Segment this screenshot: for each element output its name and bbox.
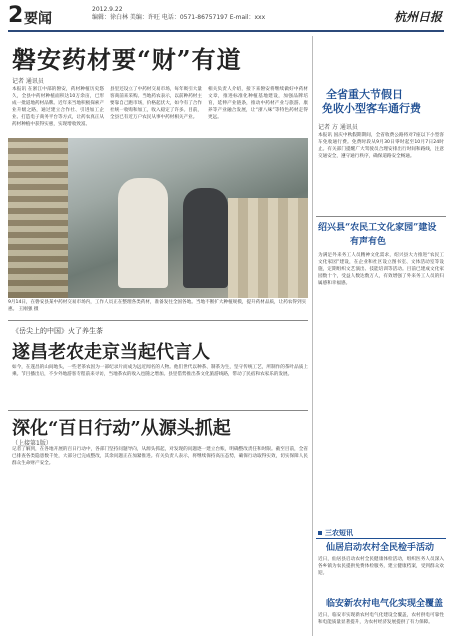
story3-byline: （上接第1版）: [12, 440, 52, 447]
divider: [316, 538, 446, 539]
story2-body: 如今，在遂昌的山间地头，一些老茶农因为一部纪录片而成为远近闻名的人物。他们世代以种茶、制茶为生，坚守传统工艺，所制作的茶叶品质上乘。节目播出后，不少外地游客专程前来寻访，当地茶农的收入也随之增加。县里借势推出茶文化旅游线路，带动了民宿和农家乐的发展。: [12, 365, 308, 377]
right-top-headline-1: 全省重大节假日: [326, 88, 403, 101]
photo-caption: 9月14日，在磐安县某中药材交易市场内，工作人员正在整理各类药材，准备发往全国各地。当地不断扩大种植规模，提升药材品质，让药农得到实惠。 王刚强 摄: [8, 300, 307, 312]
editor-line: 编辑：徐白林 美编：许旺 电话：0571-86757197 E-mail：xxx: [92, 14, 266, 21]
right-top-byline: 记者 方 通讯员: [318, 124, 358, 131]
page-number: 2: [8, 3, 24, 28]
photo-shelves: [8, 138, 68, 298]
news-photo: [8, 138, 308, 298]
brief1-body: 近日，仙居县启动农村全民健康体检活动，组织医务人员深入各乡镇为农民提供免费体检服务，建立健康档案，受到群众欢迎。: [318, 557, 444, 576]
lead-column-3: 相关负责人介绍，接下来磐安将继续做好中药材文章，推进标准化种植基地建设，加强品牌培育，延伸产业链条，推动中药材产业与旅游、康养等产业融合发展，让“浙八味”等特色药材走得更远。: [208, 87, 308, 120]
photo-person-right: [183, 188, 228, 288]
page-header: [8, 4, 446, 28]
lead-column-2: 县里还设立了中药材交易市场，每年吸引大量客商前来采购。当地药农表示，以前种药材主要靠自己跑市场，价格起伏大，如今有了合作社统一收购和加工，收入稳定了许多。目前，全县已有近万户农民从事中药材相关产业。: [110, 87, 202, 120]
header-meta: [92, 6, 265, 22]
right-mid-body: 为满足外来务工人员精神文化需求，绍兴县大力推进“农民工文化家园”建设，在企业和社区设立图书室、文体活动室等设施，定期组织文艺演出、技能培训等活动。目前已建成文化家园数十个，受益人数达数万人，有效增强了外来务工人员的归属感和幸福感。: [318, 253, 444, 286]
divider: [8, 410, 308, 411]
photo-boxes: [228, 198, 308, 298]
photo-person-left: [118, 178, 168, 288]
brief1-title: 仙居启动农村全民检手活动: [326, 543, 435, 553]
lead-headline: 磐安药材要“财”有道: [12, 45, 242, 74]
story2-headline: 遂昌老农走京当起代言人: [12, 342, 210, 363]
story3-body: 记者了解到，在各地开展的百日行动中，各部门坚持问题导向，从源头抓起，对发现的问题逐一建立台账，明确整改责任和时限。截至目前，全省已排查各类隐患数千处，大部分已完成整改，其余问题正在加紧推进。有关负责人表示，将继续保持高压态势，确保行动取得实效，切实保障人民群众生命财产安全。: [12, 447, 308, 466]
newspaper-logo: 杭州日报: [393, 10, 442, 24]
right-top-headline-2: 免收小型客车通行费: [322, 102, 421, 115]
right-mid-headline-1: 绍兴县“农民工文化家园”建设: [318, 223, 437, 233]
right-top-body: 本报讯 国庆中秋假期期间，全省收费公路将对7座以下小型客车免收通行费。免费时段从9月30日零时起至10月7日24时止。有关部门提醒广大驾驶员合理安排出行时间和路线，注意交通安全，遵守通行秩序，确保道路安全畅通。: [318, 133, 444, 159]
lead-byline: 记者 通讯员: [12, 78, 44, 85]
story3-headline: 深化“百日行动”从源头抓起: [12, 418, 231, 439]
right-mid-headline-2: 有声有色: [350, 237, 387, 247]
tag-label: 三农短讯: [325, 529, 353, 537]
section-name: 要闻: [24, 11, 52, 27]
divider: [8, 320, 308, 321]
lead-column-1: 本报讯 在浙江中部的磐安，药材种植历史悠久，全县中药材种植面积达10万余亩，已形成一批道地药材品牌。近年来当地积极探索产业升级之路，通过建立合作社、引进加工企业、打造电子商务平台等方式，让药农真正从药材种植中获得实惠，实现增收致富。: [12, 87, 104, 127]
column-divider: [312, 36, 313, 636]
brief2-title: 临安新农村电气化实现全覆盖: [326, 599, 444, 609]
tag-bullet-icon: [318, 531, 322, 535]
brief2-body: 近日，临安市实现新农村电气化建设全覆盖，农村供电可靠性和电能质量显著提升，为农村经济发展提供了有力保障。: [318, 613, 444, 625]
issue-date: 2012.9.22: [92, 6, 123, 13]
section-tag: [318, 528, 353, 538]
divider: [316, 216, 446, 217]
header-rule: [8, 30, 444, 32]
story2-kicker: 《岳尖上的中国》火了养生茶: [12, 327, 103, 335]
